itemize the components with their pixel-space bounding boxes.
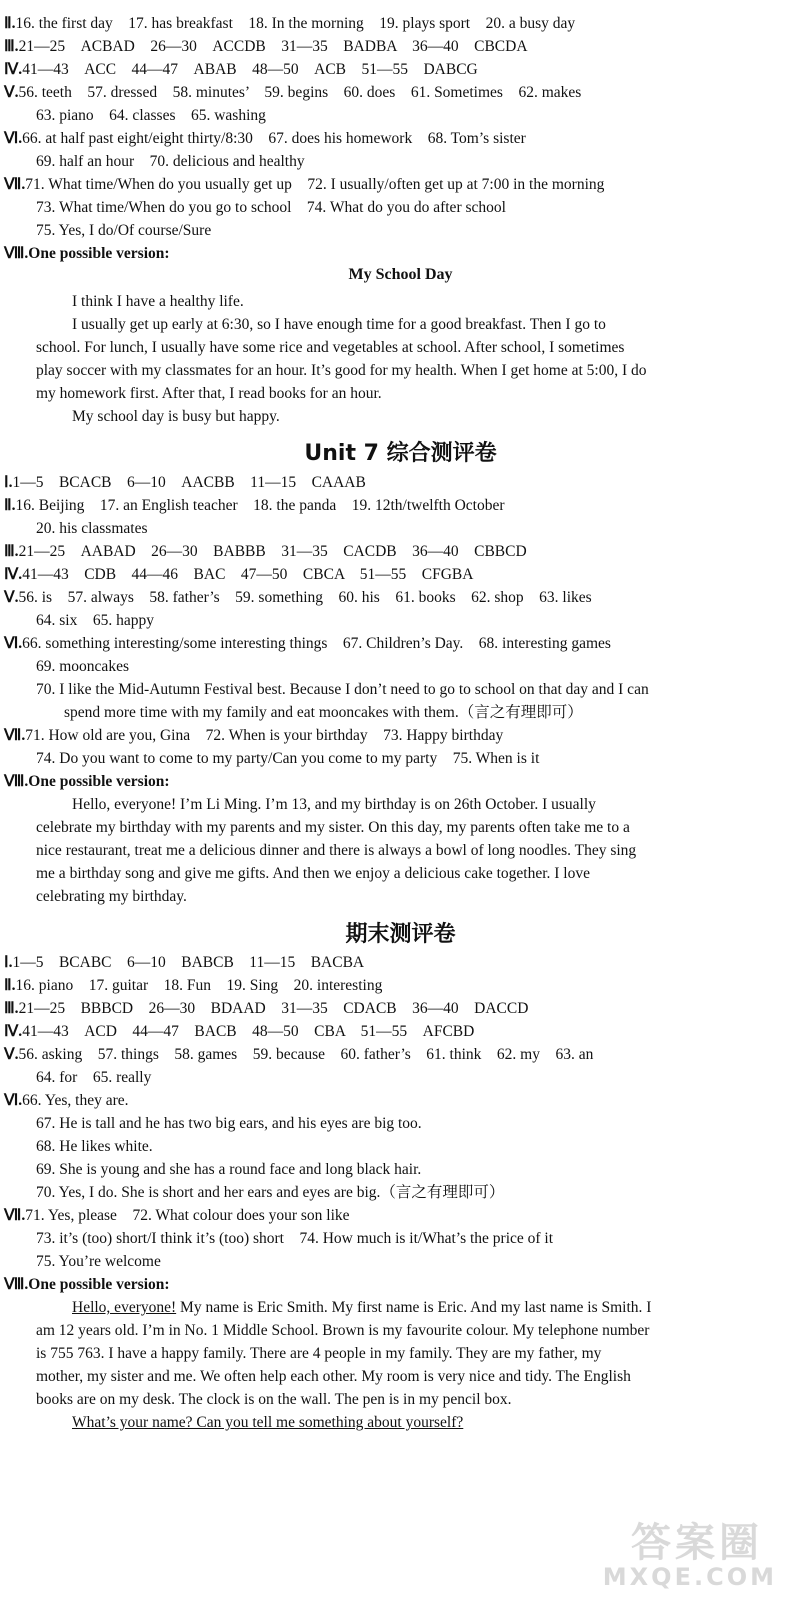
essay-line: I think I have a healthy life. <box>72 293 244 310</box>
answer-line: Ⅵ.66. Yes, they are. <box>4 1092 129 1109</box>
essay-line: me a birthday song and give me gifts. And then we enjoy a delicious cake together. I love <box>36 865 590 882</box>
answer-line: Ⅱ.16. piano 17. guitar 18. Fun 19. Sing 20. interesting <box>4 977 383 994</box>
section-title: 期末测评卷 <box>345 922 456 947</box>
answer-line: Ⅳ.41—43 ACD 44—47 BACB 48—50 CBA 51—55 AFCBD <box>4 1023 475 1040</box>
answer-line: Ⅶ.71. Yes, please 72. What colour does your son like <box>4 1207 350 1224</box>
answer-line: 64. six 65. happy <box>36 612 154 629</box>
essay-line: play soccer with my classmates for an hour. It’s good for my health. When I get home at 5:00, I do <box>36 362 647 379</box>
essay-line: Hello, everyone! My name is Eric Smith. My first name is Eric. And my last name is Smith. I <box>72 1299 652 1316</box>
answer-line: spend more time with my family and eat mooncakes with them.（言之有理即可） <box>64 704 583 721</box>
answer-line: Ⅲ.21—25 ACBAD 26—30 ACCDB 31—35 BADBA 36—40 CBCDA <box>4 38 528 55</box>
answer-line: 75. Yes, I do/Of course/Sure <box>36 222 212 239</box>
answer-line: Ⅵ.66. something interesting/some interesting things 67. Children’s Day. 68. interesting games <box>4 635 611 652</box>
essay-line: My school day is busy but happy. <box>72 408 280 425</box>
answer-line: Ⅳ.41—43 CDB 44—46 BAC 47—50 CBCA 51—55 CFGBA <box>4 566 474 583</box>
answer-line: Ⅰ.1—5 BCABC 6—10 BABCB 11—15 BACBA <box>4 954 365 971</box>
answer-line: Ⅵ.66. at half past eight/eight thirty/8:30 67. does his homework 68. Tom’s sister <box>4 130 526 147</box>
answer-line: Ⅷ.One possible version: <box>4 1276 170 1293</box>
essay-line: is 755 763. I have a happy family. There are 4 people in my family. They are my father, my <box>36 1345 602 1362</box>
answer-line: 20. his classmates <box>36 520 148 537</box>
answer-line: 69. half an hour 70. delicious and healthy <box>36 153 305 170</box>
essay-line: celebrate my birthday with my parents and my sister. On this day, my parents often take me to a <box>36 819 630 836</box>
answer-line: Ⅲ.21—25 AABAD 26—30 BABBB 31—35 CACDB 36—40 CBBCD <box>4 543 527 560</box>
answer-line: Ⅷ.One possible version: <box>4 245 170 262</box>
essay-line: books are on my desk. The clock is on the wall. The pen is in my pencil box. <box>36 1391 512 1408</box>
watermark-url: MXQE.COM <box>602 1563 777 1591</box>
essay-line: Hello, everyone! I’m Li Ming. I’m 13, and my birthday is on 26th October. I usually <box>72 796 596 813</box>
essay-line: am 12 years old. I’m in No. 1 Middle School. Brown is my favourite colour. My telephone number <box>36 1322 650 1339</box>
essay-line: celebrating my birthday. <box>36 888 187 905</box>
answer-line: Ⅶ.71. How old are you, Gina 72. When is your birthday 73. Happy birthday <box>4 727 504 744</box>
essay-line: I usually get up early at 6:30, so I have enough time for a good breakfast. Then I go to <box>72 316 606 333</box>
answer-line: 73. What time/When do you go to school 74. What do you do after school <box>36 199 506 216</box>
answer-line: 70. Yes, I do. She is short and her ears and eyes are big.（言之有理即可） <box>36 1184 505 1201</box>
answer-line: 74. Do you want to come to my party/Can you come to my party 75. When is it <box>36 750 540 767</box>
answer-line: 69. She is young and she has a round face and long black hair. <box>36 1161 422 1178</box>
answer-line: Ⅱ.16. the first day 17. has breakfast 18. In the morning 19. plays sport 20. a busy day <box>4 15 576 32</box>
essay-title: My School Day <box>348 266 453 283</box>
answer-line: 64. for 65. really <box>36 1069 152 1086</box>
essay-line: mother, my sister and me. We often help each other. My room is very nice and tidy. The English <box>36 1368 631 1385</box>
answer-line: Ⅶ.71. What time/When do you usually get up 72. I usually/often get up at 7:00 in the morning <box>4 176 605 193</box>
essay-line: nice restaurant, treat me a delicious dinner and there is always a bowl of long noodles. They sing <box>36 842 637 859</box>
answer-line: Ⅱ.16. Beijing 17. an English teacher 18. the panda 19. 12th/twelfth October <box>4 497 505 514</box>
answer-line: 73. it’s (too) short/I think it’s (too) short 74. How much is it/What’s the price of it <box>36 1230 554 1247</box>
answer-line: Ⅲ.21—25 BBBCD 26—30 BDAAD 31—35 CDACB 36—40 DACCD <box>4 1000 529 1017</box>
answer-line: Ⅴ.56. asking 57. things 58. games 59. because 60. father’s 61. think 62. my 63. an <box>4 1046 594 1063</box>
answer-line: Ⅴ.56. is 57. always 58. father’s 59. something 60. his 61. books 62. shop 63. likes <box>4 589 592 606</box>
answer-line: Ⅷ.One possible version: <box>4 773 170 790</box>
watermark-logo <box>573 1511 783 1591</box>
answer-line: 68. He likes white. <box>36 1138 153 1155</box>
answer-line: Ⅰ.1—5 BCACB 6—10 AACBB 11—15 CAAAB <box>4 474 366 491</box>
essay-line: my homework first. After that, I read books for an hour. <box>36 385 382 402</box>
answer-line: 67. He is tall and he has two big ears, and his eyes are big too. <box>36 1115 422 1132</box>
section-title: Unit 7 综合测评卷 <box>304 441 497 466</box>
watermark-text: 答案圈 <box>631 1520 763 1566</box>
answer-line: Ⅴ.56. teeth 57. dressed 58. minutes’ 59. begins 60. does 61. Sometimes 62. makes <box>4 84 582 101</box>
answer-line: 70. I like the Mid-Autumn Festival best. Because I don’t need to go to school on that day and I can <box>36 681 649 698</box>
answer-line: 75. You’re welcome <box>36 1253 161 1270</box>
essay-line: school. For lunch, I usually have some rice and vegetables at school. After school, I sometimes <box>36 339 625 356</box>
essay-line: What’s your name? Can you tell me something about yourself? <box>72 1414 464 1431</box>
answer-line: 69. mooncakes <box>36 658 129 675</box>
answer-line: 63. piano 64. classes 65. washing <box>36 107 266 124</box>
answer-line: Ⅳ.41—43 ACC 44—47 ABAB 48—50 ACB 51—55 DABCG <box>4 61 478 78</box>
